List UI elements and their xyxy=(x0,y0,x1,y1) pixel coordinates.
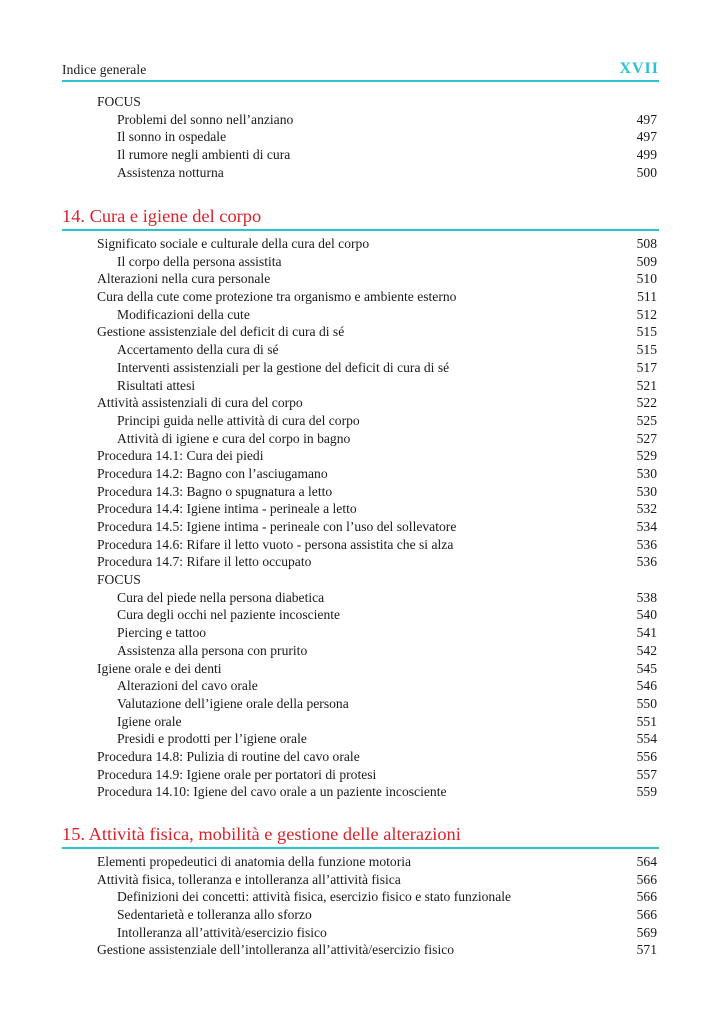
toc-entry[interactable] xyxy=(97,536,660,554)
chapter-rule xyxy=(62,847,659,849)
toc-entry-title: Attività assistenziali di cura del corpo xyxy=(97,395,303,411)
toc-entry-title: Procedura 14.5: Igiene intima - perineale con l’uso del sollevatore xyxy=(97,519,457,534)
toc-entry-title: FOCUS xyxy=(97,94,141,109)
toc-entry-title: Procedura 14.10: Igiene del cavo orale a un paziente incosciente xyxy=(97,784,447,800)
toc-entry-page: 566 xyxy=(636,889,657,905)
toc-entry-title: Modificazioni della cute xyxy=(117,306,250,322)
toc-entry[interactable] xyxy=(97,748,660,766)
toc-entry[interactable] xyxy=(97,624,660,642)
toc-entry[interactable] xyxy=(97,906,660,924)
toc-entry[interactable] xyxy=(97,412,660,430)
toc-entry[interactable] xyxy=(97,871,660,889)
toc-entry[interactable] xyxy=(97,93,660,111)
toc-entry-page: 564 xyxy=(636,854,657,869)
toc-entry[interactable] xyxy=(97,730,660,748)
toc-entry-page: 541 xyxy=(636,625,657,641)
toc-entry[interactable] xyxy=(97,288,660,306)
toc-entry-page: 511 xyxy=(637,289,657,305)
toc-entry-title: Procedura 14.7: Rifare il letto occupato xyxy=(97,554,312,570)
chapter-15-heading xyxy=(62,824,659,850)
toc-entry-title: Accertamento della cura di sé xyxy=(117,342,279,358)
toc-entry-page: 545 xyxy=(636,660,657,676)
toc-entry-page: 550 xyxy=(636,695,657,711)
toc-entry[interactable] xyxy=(97,323,660,341)
toc-entry[interactable] xyxy=(97,853,660,871)
toc-entry-title: Intolleranza all’attività/esercizio fisico xyxy=(117,924,327,940)
toc-entry-title: Cura degli occhi nel paziente incosciente xyxy=(117,607,341,623)
toc-entry[interactable] xyxy=(97,394,660,412)
toc-entry-title: Alterazioni del cavo orale xyxy=(117,678,258,694)
toc-entry[interactable] xyxy=(97,924,660,942)
toc-entry-title: Risultati attesi xyxy=(117,377,196,393)
toc-entry-title: FOCUS xyxy=(97,572,141,588)
toc-entry-title: Procedura 14.1: Cura dei piedi xyxy=(97,448,264,464)
toc-entry-page: 499 xyxy=(636,147,657,163)
toc-entry-page: 517 xyxy=(636,359,657,375)
toc-entry[interactable] xyxy=(97,483,660,501)
toc-entry-page: 569 xyxy=(636,924,657,940)
toc-entry[interactable] xyxy=(97,713,660,731)
toc-entry-page: 534 xyxy=(636,519,657,534)
toc-entry-title: Principi guida nelle attività di cura del corpo xyxy=(117,412,360,428)
toc-entry-title: Il rumore negli ambienti di cura xyxy=(117,147,291,163)
toc-entry-title: Gestione assistenziale del deficit di cura di sé xyxy=(97,324,345,340)
toc-entry-title: Presidi e prodotti per l’igiene orale xyxy=(117,731,307,747)
toc-entry[interactable] xyxy=(97,359,660,377)
toc-entry[interactable] xyxy=(97,766,660,784)
chapter-14-title: 14. Cura e igiene del corpo xyxy=(62,206,262,226)
toc-entry-title: Assistenza notturna xyxy=(117,164,224,180)
toc-entry-page: 540 xyxy=(636,607,657,623)
toc-entry-title: Igiene orale e dei denti xyxy=(97,660,222,676)
toc-entry-page: 497 xyxy=(636,111,657,127)
toc-entry-title: Significato sociale e culturale della cura del corpo xyxy=(97,236,370,251)
toc-entry[interactable] xyxy=(97,253,660,271)
toc-entry-page: 509 xyxy=(636,253,657,269)
toc-entry[interactable] xyxy=(97,518,660,536)
toc-entry-title: Il corpo della persona assistita xyxy=(117,253,282,269)
toc-entry-page: 559 xyxy=(636,784,657,800)
toc-entry[interactable] xyxy=(97,500,660,518)
toc-entry-page: 546 xyxy=(636,678,657,694)
toc-entry-page: 522 xyxy=(636,395,657,411)
toc-entry[interactable] xyxy=(97,447,660,465)
toc-entry-page: 571 xyxy=(636,942,657,958)
toc-entry[interactable] xyxy=(97,553,660,571)
toc-entry-page: 557 xyxy=(636,766,657,782)
toc-entry-title: Definizioni dei concetti: attività fisica, esercizio fisico e stato funzionale xyxy=(117,889,512,905)
toc-entry[interactable] xyxy=(97,695,660,713)
toc-entry-page: 525 xyxy=(636,412,657,428)
toc-entry[interactable] xyxy=(97,270,660,288)
toc-entry-title: Igiene orale xyxy=(117,713,182,729)
toc-entry-page: 566 xyxy=(636,871,657,887)
toc-entry-page: 536 xyxy=(636,536,657,552)
toc-entry-title: Assistenza alla persona con prurito xyxy=(117,642,308,658)
toc-entry-title: Attività fisica, tolleranza e intolleranza all’attività fisica xyxy=(97,871,401,887)
toc-entry-page: 527 xyxy=(636,430,657,446)
chapter-15-entries xyxy=(97,853,660,959)
toc-entry-page: 515 xyxy=(636,342,657,358)
toc-entry-title: Gestione assistenziale dell’intolleranza all’attività/esercizio fisico xyxy=(97,942,455,958)
toc-entry[interactable] xyxy=(97,677,660,695)
toc-entry-title: Alterazioni nella cura personale xyxy=(97,271,271,287)
header-rule xyxy=(62,80,659,82)
toc-entry-title: Elementi propedeutici di anatomia della funzione motoria xyxy=(97,854,412,869)
toc-entry-title: Procedura 14.9: Igiene orale per portatori di protesi xyxy=(97,766,377,782)
toc-entry-title: Procedura 14.2: Bagno con l’asciugamano xyxy=(97,465,328,481)
toc-entry[interactable] xyxy=(97,146,660,164)
toc-entry-title: Attività di igiene e cura del corpo in bagno xyxy=(117,430,351,446)
toc-focus-block xyxy=(97,93,660,181)
toc-entry-page: 542 xyxy=(636,642,657,658)
toc-entry[interactable] xyxy=(97,589,660,607)
toc-entry[interactable] xyxy=(97,377,660,395)
chapter-rule xyxy=(62,229,659,231)
toc-entry[interactable] xyxy=(97,111,660,129)
toc-entry-page: 515 xyxy=(636,324,657,340)
toc-entry[interactable] xyxy=(97,235,660,253)
toc-entry-page: 536 xyxy=(636,554,657,570)
toc-entry-page: 512 xyxy=(636,306,657,322)
toc-entry[interactable] xyxy=(97,164,660,182)
toc-entry-page: 500 xyxy=(636,164,657,180)
toc-entry-title: Cura della cute come protezione tra organismo e ambiente esterno xyxy=(97,289,457,305)
toc-entry[interactable] xyxy=(97,783,660,801)
running-header xyxy=(62,60,659,82)
toc-entry-page: 556 xyxy=(636,748,657,764)
toc-entry[interactable] xyxy=(97,430,660,448)
toc-entry-title: Procedura 14.3: Bagno o spugnatura a letto xyxy=(97,483,333,499)
toc-entry-page: 532 xyxy=(636,501,657,517)
toc-entry[interactable] xyxy=(97,642,660,660)
toc-entry-page: 508 xyxy=(636,236,657,251)
toc-entry[interactable] xyxy=(97,128,660,146)
toc-entry[interactable] xyxy=(97,306,660,324)
toc-entry[interactable] xyxy=(97,571,660,589)
toc-entry-title: Valutazione dell’igiene orale della persona xyxy=(117,695,349,711)
chapter-15-title: 15. Attività fisica, mobilità e gestione delle alterazioni xyxy=(62,824,461,844)
toc-entry-page: 530 xyxy=(636,483,657,499)
toc-entry-page: 530 xyxy=(636,465,657,481)
toc-entry[interactable] xyxy=(97,941,660,959)
toc-entry-page: 510 xyxy=(636,271,657,287)
toc-entry[interactable] xyxy=(97,660,660,678)
toc-entry-page: 554 xyxy=(636,731,657,747)
toc-entry-page: 529 xyxy=(636,448,657,464)
toc-entry-page: 551 xyxy=(636,713,657,729)
toc-entry-title: Piercing e tattoo xyxy=(117,625,207,641)
toc-entry-title: Interventi assistenziali per la gestione del deficit di cura di sé xyxy=(117,359,450,375)
toc-entry-title: Sedentarietà e tolleranza allo sforzo xyxy=(117,907,312,923)
toc-entry-title: Cura del piede nella persona diabetica xyxy=(117,589,325,605)
toc-entry-title: Procedura 14.8: Pulizia di routine del cavo orale xyxy=(97,748,360,764)
toc-entry-title: Il sonno in ospedale xyxy=(117,129,227,145)
toc-entry-title: Problemi del sonno nell’anziano xyxy=(117,111,294,127)
toc-entry[interactable] xyxy=(97,465,660,483)
toc-entry-page: 521 xyxy=(636,377,657,393)
toc-entry[interactable] xyxy=(97,341,660,359)
page-number-roman: XVII xyxy=(619,60,659,77)
toc-entry-page: 538 xyxy=(636,589,657,605)
toc-entry[interactable] xyxy=(97,606,660,624)
toc-entry-title: Procedura 14.6: Rifare il letto vuoto - persona assistita che si alza xyxy=(97,536,454,552)
chapter-14-entries xyxy=(97,235,660,801)
toc-entry[interactable] xyxy=(97,888,660,906)
toc-entry-title: Procedura 14.4: Igiene intima - perineale a letto xyxy=(97,501,357,517)
toc-entry-page: 566 xyxy=(636,907,657,923)
toc-entry-page: 497 xyxy=(636,129,657,145)
chapter-14-heading xyxy=(62,206,659,232)
running-header-title: Indice generale xyxy=(62,62,147,77)
